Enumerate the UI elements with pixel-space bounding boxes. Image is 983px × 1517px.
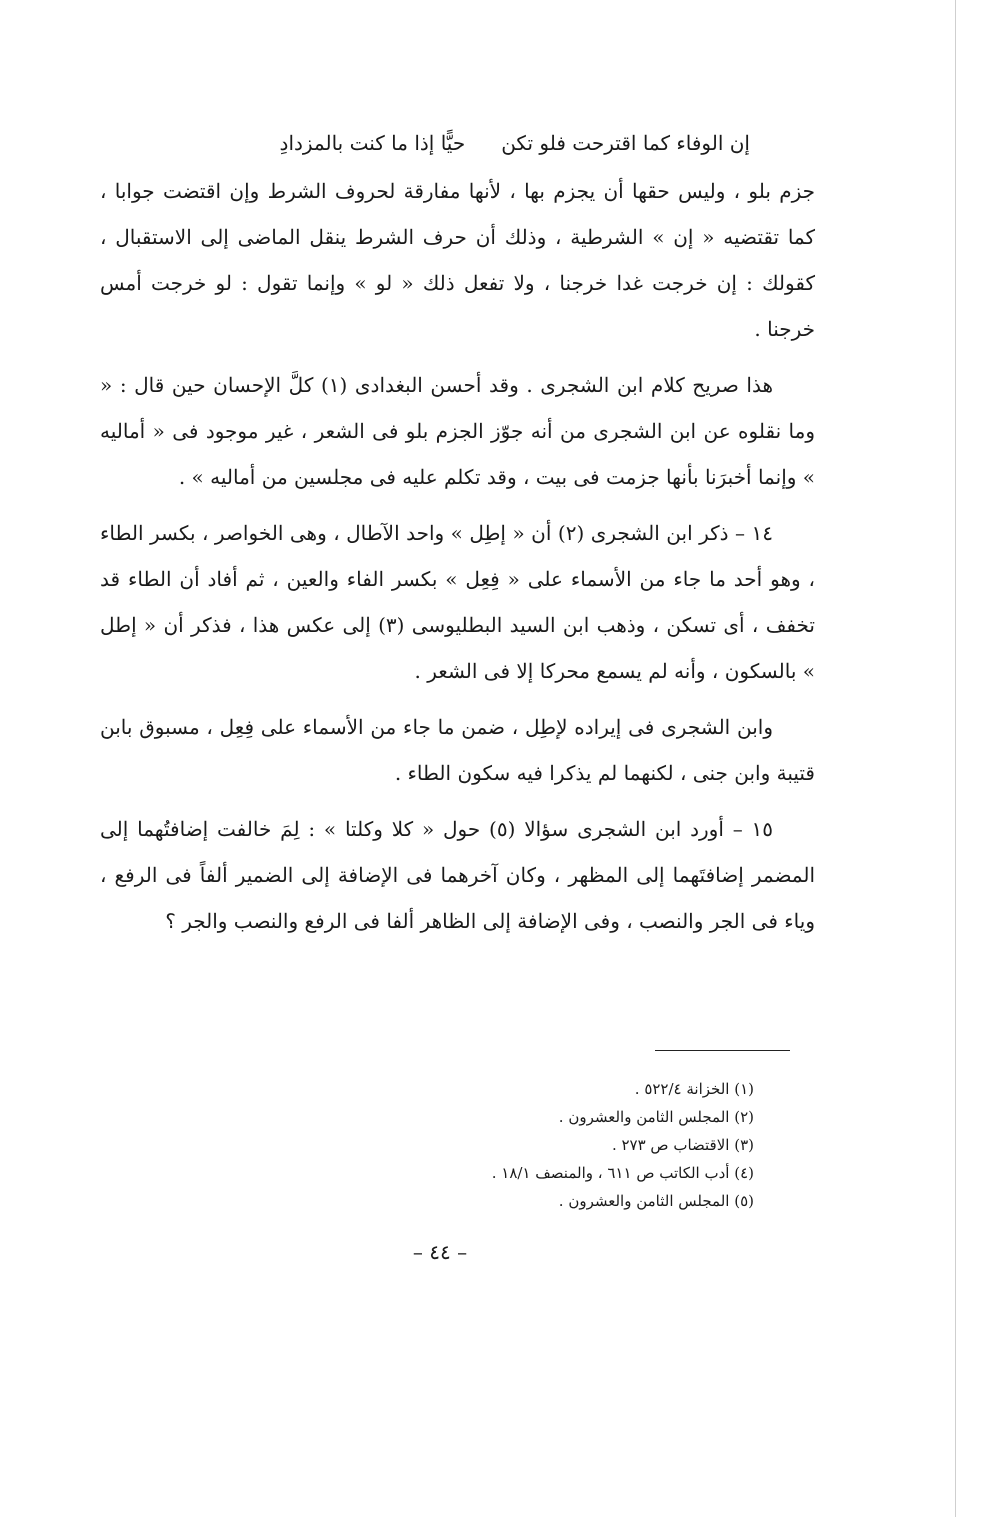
verse-hemistich-second: حيًّا إذا ما كنت بالمزدادِ bbox=[279, 131, 466, 155]
paragraph-4: وابن الشجرى فى إيراده لإطِل ، ضمن ما جاء من الأسماء على فِعِل ، مسبوق بابن قتيبة وابن جنى ، لكنهما لم يذكرا فيه سكون الطاء . bbox=[100, 715, 815, 785]
footnote-3: (٣) الاقتضاب ص ٢٧٣ . bbox=[611, 1136, 754, 1154]
footnotes-list bbox=[100, 1075, 754, 1215]
paragraph-2: هذا صريح كلام ابن الشجرى . وقد أحسن البغدادى (١) كلَّ الإحسان حين قال : « وما نقلوه عن ابن الشجرى من أنه جوّز الجزم بلو فى الشعر ، غير موجود فى « أماليه » وإنما أخبرَنا بأنها جزمت فى بيت ، وقد تكلم عليه فى مجلسين من أماليه » . bbox=[100, 373, 815, 489]
footnote-5: (٥) المجلس الثامن والعشرون . bbox=[558, 1192, 754, 1210]
footnote-separator bbox=[655, 1050, 790, 1051]
paragraph-3: ١٤ – ذكر ابن الشجرى (٢) أن « إطِل » واحد الآطال ، وهى الخواصر ، بكسر الطاء ، وهو أحد ما جاء من الأسماء على « فِعِل » بكسر الفاء والعين ، ثم أفاد أن الطاء قد تخفف ، أى تسكن ، وذهب ابن السيد البطليوسى (٣) إلى عكس هذا ، فذكر أن « إطل » بالسكون ، وأنه لم يسمع محركا إلا فى الشعر . bbox=[100, 521, 815, 683]
paragraph-5: ١٥ – أورد ابن الشجرى سؤالا (٥) حول « كلا وكلتا » : لِمَ خالفت إضافتُهما إلى المضمر إضافتَهما إلى المظهر ، وكان آخرهما فى الإضافة إلى الضمير ألفاً فى الرفع ، وياء فى الجر والنصب ، وفى الإضافة إلى الظاهر ألفا فى الرفع والنصب والجر ؟ bbox=[100, 817, 815, 933]
footnote-1: (١) الخزانة ٥٢٢/٤ . bbox=[634, 1080, 754, 1098]
footnote-2: (٢) المجلس الثامن والعشرون . bbox=[558, 1108, 754, 1126]
main-text bbox=[100, 120, 815, 954]
footnote-4: (٤) أدب الكاتب ص ٦١١ ، والمنصف ١٨/١ . bbox=[491, 1164, 754, 1182]
poetry-verse bbox=[100, 120, 815, 166]
verse-hemistich-first: إن الوفاء كما اقترحت فلو تكن bbox=[501, 131, 750, 155]
paragraph-1: جزم بلو ، وليس حقها أن يجزم بها ، لأنها مفارقة لحروف الشرط وإن اقتضت جوابا ، كما تقتضيه « إن » الشرطية ، وذلك أن حرف الشرط ينقل الماضى إلى الاستقبال ، كقولك : إن خرجت غدا خرجنا ، ولا تفعل ذلك « لو » وإنما تقول : لو خرجت أمس خرجنا . bbox=[100, 179, 815, 341]
page-edge-line bbox=[955, 0, 956, 1517]
page-number: – ٤٤ – bbox=[412, 1240, 468, 1264]
